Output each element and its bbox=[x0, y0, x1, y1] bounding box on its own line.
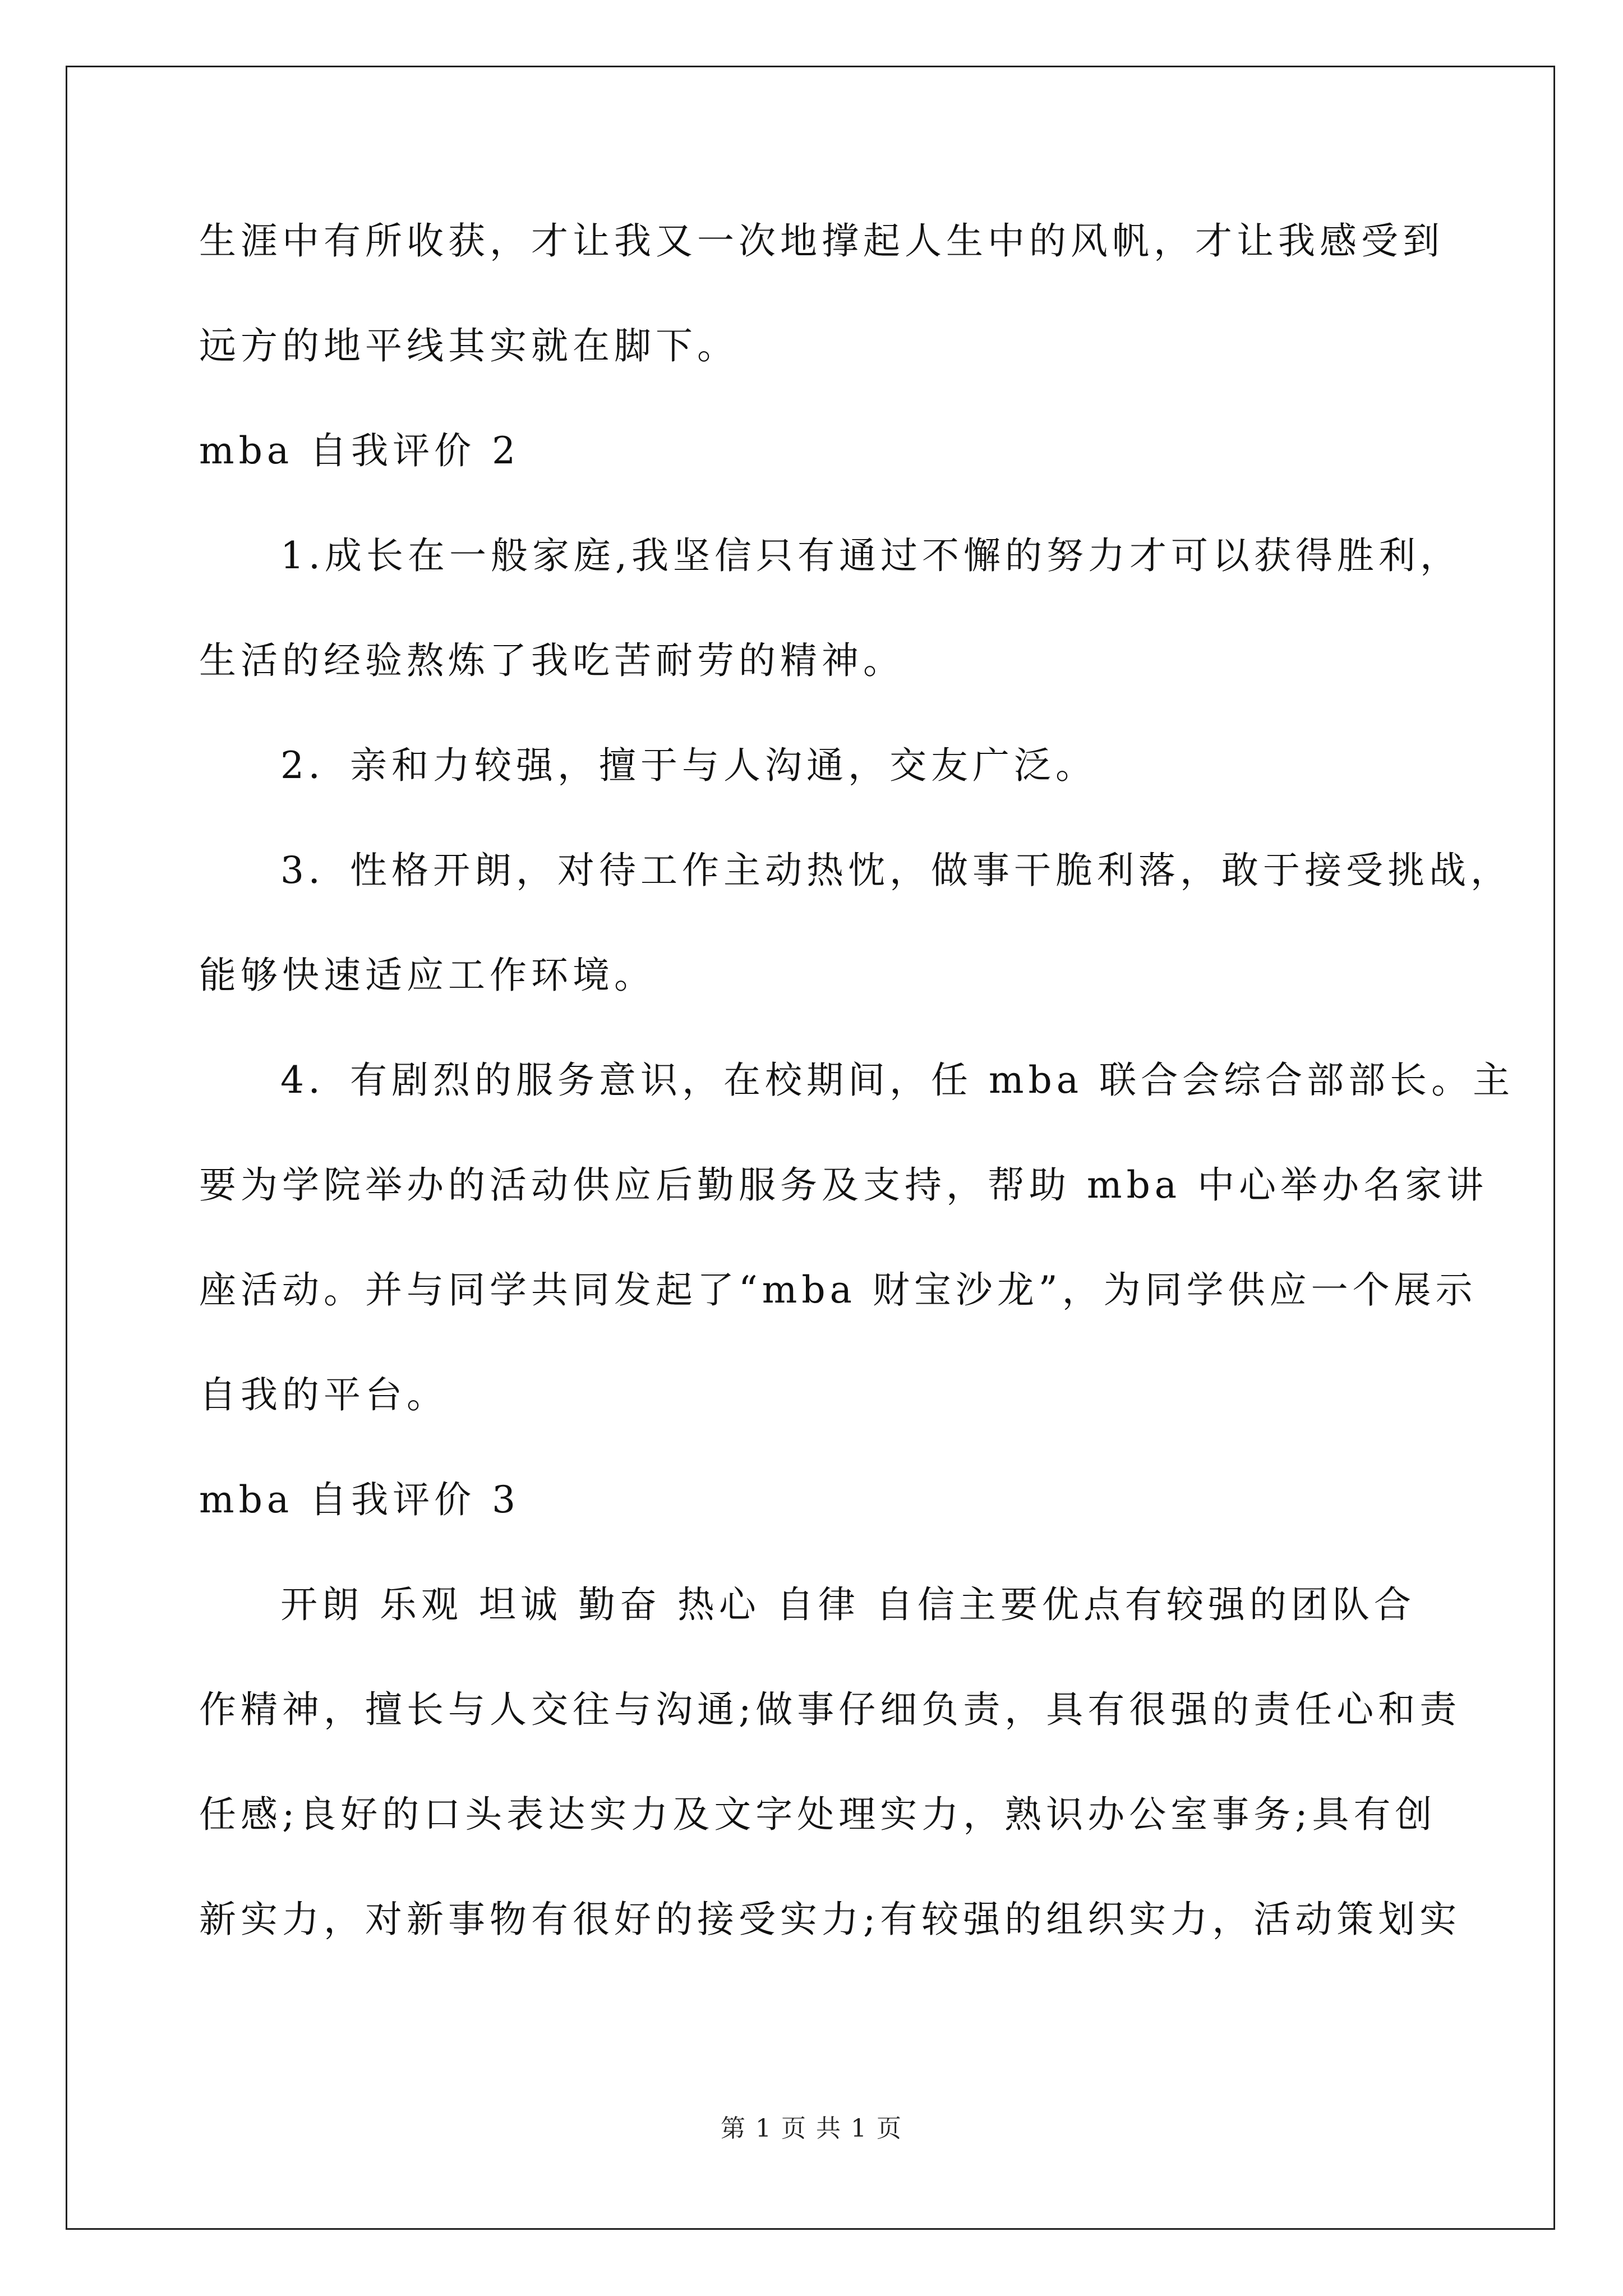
document-body bbox=[199, 216, 1515, 1999]
list-item-line: 2．亲和力较强，擅于与人沟通，交友广泛。 bbox=[280, 744, 1097, 787]
section-heading: mba 自我评价 2 bbox=[199, 429, 520, 472]
paragraph-line: 作精神，擅长与人交往与沟通;做事仔细负责，具有很强的责任心和责 bbox=[199, 1688, 1461, 1731]
list-item-line: 生活的经验熬炼了我吃苦耐劳的精神。 bbox=[199, 639, 905, 682]
list-item-line: 4．有剧烈的服务意识，在校期间，任 mba 联合会综合部部长。主 bbox=[280, 1059, 1515, 1102]
list-item-line: 要为学院举办的活动供应后勤服务及支持，帮助 mba 中心举办名家讲 bbox=[199, 1163, 1488, 1207]
list-item-line: 1.成长在一般家庭,我坚信只有通过不懈的努力才可以获得胜利， bbox=[280, 534, 1461, 577]
page-number-footer: 第 1 页 共 1 页 bbox=[721, 2114, 902, 2143]
paragraph-line: 开朗 乐观 坦诚 勤奋 热心 自律 自信主要优点有较强的团队合 bbox=[280, 1583, 1415, 1626]
paragraph-line: 新实力，对新事物有很好的接受实力;有较强的组织实力，活动策划实 bbox=[199, 1898, 1461, 1941]
list-item-line: 座活动。并与同学共同发起了“mba 财宝沙龙”，为同学供应一个展示 bbox=[199, 1268, 1477, 1312]
paragraph-line: 生涯中有所收获，才让我又一次地撑起人生中的风帆，才让我感受到 bbox=[199, 219, 1444, 263]
paragraph-line: 任感;良好的口头表达实力及文字处理实力，熟识办公室事务;具有创 bbox=[199, 1793, 1437, 1836]
list-item-line: 自我的平台。 bbox=[199, 1373, 448, 1416]
list-item-line: 3．性格开朗，对待工作主动热忱，做事干脆利落，敢于接受挑战， bbox=[280, 849, 1512, 892]
paragraph-line: 远方的地平线其实就在脚下。 bbox=[199, 324, 739, 367]
section-heading: mba 自我评价 3 bbox=[199, 1478, 520, 1521]
list-item-line: 能够快速适应工作环境。 bbox=[199, 954, 656, 997]
